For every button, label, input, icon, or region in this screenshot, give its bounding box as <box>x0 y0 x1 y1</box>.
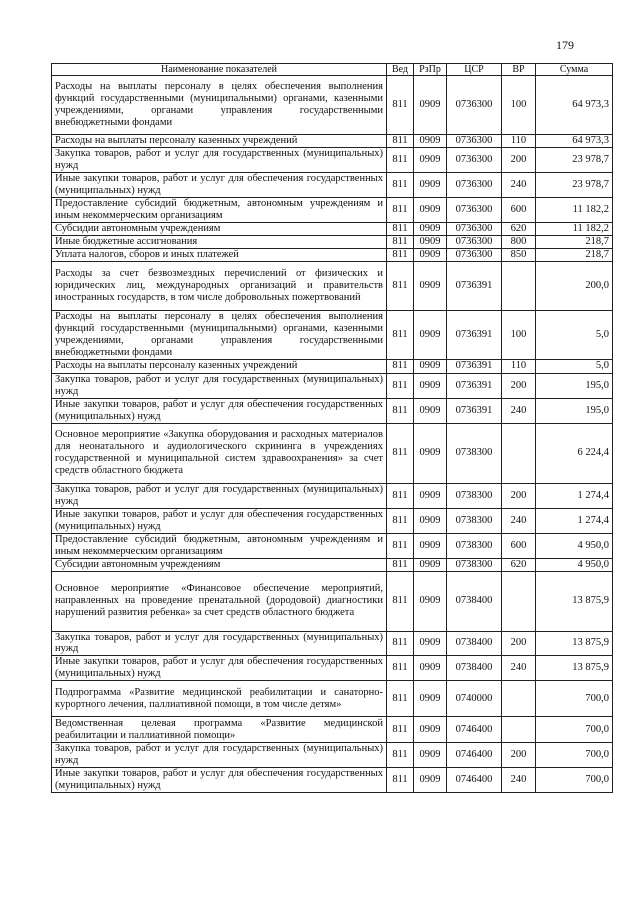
row-csr: 0736300 <box>447 235 502 248</box>
row-rzpr: 0909 <box>414 373 447 398</box>
row-vr <box>502 681 536 717</box>
table-row <box>52 717 613 743</box>
row-sum: 700,0 <box>536 717 613 743</box>
row-sum: 5,0 <box>536 310 613 359</box>
row-name: Основное мероприятие «Финансовое обеспечение мероприятий, направленных на проведение пренатальной (дородовой) диагностики нарушений развития ребенка» за счет средств областного бюджета <box>52 571 387 631</box>
row-name: Расходы на выплаты персоналу казенных учреждений <box>52 135 387 148</box>
page-number: 179 <box>556 38 574 52</box>
row-ved: 811 <box>387 222 414 235</box>
row-vr: 200 <box>502 743 536 768</box>
row-csr: 0736391 <box>447 310 502 359</box>
row-vr <box>502 261 536 310</box>
row-sum: 700,0 <box>536 768 613 793</box>
table-row <box>52 235 613 248</box>
row-csr: 0746400 <box>447 768 502 793</box>
row-sum: 13 875,9 <box>536 631 613 656</box>
table-row <box>52 656 613 681</box>
row-csr: 0736300 <box>447 148 502 173</box>
row-vr: 240 <box>502 398 536 423</box>
row-name: Иные закупки товаров, работ и услуг для обеспечения государственных (муниципальных) нужд <box>52 508 387 533</box>
row-rzpr: 0909 <box>414 423 447 483</box>
row-rzpr: 0909 <box>414 310 447 359</box>
row-ved: 811 <box>387 681 414 717</box>
table-row <box>52 359 613 373</box>
row-rzpr: 0909 <box>414 398 447 423</box>
row-ved: 811 <box>387 373 414 398</box>
header-rzpr: РзПр <box>414 64 447 76</box>
row-vr: 110 <box>502 135 536 148</box>
table-row <box>52 76 613 135</box>
row-csr: 0736300 <box>447 76 502 135</box>
row-ved: 811 <box>387 533 414 558</box>
row-vr <box>502 571 536 631</box>
row-ved: 811 <box>387 768 414 793</box>
header-csr: ЦСР <box>447 64 502 76</box>
table-row <box>52 768 613 793</box>
row-name: Иные закупки товаров, работ и услуг для обеспечения государственных (муниципальных) нужд <box>52 172 387 197</box>
table-row <box>52 172 613 197</box>
header-vr: ВР <box>502 64 536 76</box>
table-header-row <box>52 64 613 76</box>
row-name: Закупка товаров, работ и услуг для государственных (муниципальных) нужд <box>52 483 387 508</box>
row-name: Расходы на выплаты персоналу казенных учреждений <box>52 359 387 373</box>
row-vr: 240 <box>502 768 536 793</box>
row-vr: 620 <box>502 558 536 571</box>
table-row <box>52 508 613 533</box>
row-csr: 0738400 <box>447 571 502 631</box>
header-name: Наименование показателей <box>52 64 387 76</box>
row-vr: 200 <box>502 483 536 508</box>
row-ved: 811 <box>387 197 414 222</box>
row-vr: 620 <box>502 222 536 235</box>
row-sum: 5,0 <box>536 359 613 373</box>
table-row <box>52 248 613 261</box>
row-sum: 218,7 <box>536 235 613 248</box>
row-name: Основное мероприятие «Закупка оборудования и расходных материалов для неонатального и аудиологического скрининга в учреждениях государственной и муниципальной систем здравоохранения» за счет средств областного бюджета <box>52 423 387 483</box>
row-vr: 100 <box>502 310 536 359</box>
row-vr: 200 <box>502 148 536 173</box>
row-sum: 1 274,4 <box>536 483 613 508</box>
row-ved: 811 <box>387 248 414 261</box>
row-ved: 811 <box>387 135 414 148</box>
table-row <box>52 135 613 148</box>
row-name: Уплата налогов, сборов и иных платежей <box>52 248 387 261</box>
row-sum: 218,7 <box>536 248 613 261</box>
row-csr: 0738300 <box>447 423 502 483</box>
row-rzpr: 0909 <box>414 235 447 248</box>
row-csr: 0736391 <box>447 359 502 373</box>
row-rzpr: 0909 <box>414 631 447 656</box>
row-name: Иные закупки товаров, работ и услуг для обеспечения государственных (муниципальных) нужд <box>52 398 387 423</box>
row-name: Субсидии автономным учреждениям <box>52 222 387 235</box>
header-sum: Сумма <box>536 64 613 76</box>
row-name: Предоставление субсидий бюджетным, автономным учреждениям и иным некоммерческим организациям <box>52 533 387 558</box>
table-row <box>52 558 613 571</box>
row-name: Расходы на выплаты персоналу в целях обеспечения выполнения функций государственными (муниципальными) органами, казенными учреждениями, органами управления государственными внебюджетными фондами <box>52 76 387 135</box>
row-rzpr: 0909 <box>414 148 447 173</box>
row-sum: 1 274,4 <box>536 508 613 533</box>
row-sum: 13 875,9 <box>536 571 613 631</box>
row-rzpr: 0909 <box>414 76 447 135</box>
row-vr: 240 <box>502 656 536 681</box>
row-rzpr: 0909 <box>414 359 447 373</box>
row-name: Иные закупки товаров, работ и услуг для обеспечения государственных (муниципальных) нужд <box>52 656 387 681</box>
row-name: Закупка товаров, работ и услуг для государственных (муниципальных) нужд <box>52 373 387 398</box>
row-rzpr: 0909 <box>414 571 447 631</box>
row-sum: 195,0 <box>536 398 613 423</box>
table-row <box>52 631 613 656</box>
header-ved: Вед <box>387 64 414 76</box>
row-vr: 200 <box>502 631 536 656</box>
row-name: Иные бюджетные ассигнования <box>52 235 387 248</box>
row-ved: 811 <box>387 558 414 571</box>
table-row <box>52 533 613 558</box>
row-rzpr: 0909 <box>414 172 447 197</box>
row-ved: 811 <box>387 743 414 768</box>
row-rzpr: 0909 <box>414 533 447 558</box>
row-sum: 11 182,2 <box>536 197 613 222</box>
row-name: Расходы на выплаты персоналу в целях обеспечения выполнения функций государственными (муниципальными) органами, казенными учреждениями, органами управления государственными внебюджетными фондами <box>52 310 387 359</box>
row-csr: 0736300 <box>447 197 502 222</box>
row-rzpr: 0909 <box>414 656 447 681</box>
row-name: Иные закупки товаров, работ и услуг для обеспечения государственных (муниципальных) нужд <box>52 768 387 793</box>
row-sum: 700,0 <box>536 681 613 717</box>
row-sum: 11 182,2 <box>536 222 613 235</box>
row-csr: 0736391 <box>447 261 502 310</box>
row-vr: 100 <box>502 76 536 135</box>
row-sum: 23 978,7 <box>536 148 613 173</box>
row-ved: 811 <box>387 235 414 248</box>
row-csr: 0738400 <box>447 656 502 681</box>
row-csr: 0736300 <box>447 248 502 261</box>
table-row <box>52 197 613 222</box>
table-row <box>52 743 613 768</box>
table-row <box>52 148 613 173</box>
row-csr: 0736300 <box>447 222 502 235</box>
table-row <box>52 222 613 235</box>
row-vr: 600 <box>502 197 536 222</box>
row-rzpr: 0909 <box>414 483 447 508</box>
row-name: Ведомственная целевая программа «Развитие медицинской реабилитации и паллиативной помощи» <box>52 717 387 743</box>
row-ved: 811 <box>387 310 414 359</box>
row-sum: 13 875,9 <box>536 656 613 681</box>
row-vr: 200 <box>502 373 536 398</box>
row-ved: 811 <box>387 261 414 310</box>
row-csr: 0740000 <box>447 681 502 717</box>
row-vr: 240 <box>502 172 536 197</box>
row-vr: 110 <box>502 359 536 373</box>
row-sum: 23 978,7 <box>536 172 613 197</box>
row-ved: 811 <box>387 398 414 423</box>
row-rzpr: 0909 <box>414 222 447 235</box>
row-rzpr: 0909 <box>414 248 447 261</box>
row-csr: 0738300 <box>447 508 502 533</box>
row-vr: 850 <box>502 248 536 261</box>
row-ved: 811 <box>387 76 414 135</box>
row-name: Расходы за счет безвозмездных перечислений от физических и юридических лиц, международных организаций и правительств иностранных государств, в том числе добровольных пожертвований <box>52 261 387 310</box>
row-csr: 0746400 <box>447 743 502 768</box>
row-csr: 0736300 <box>447 135 502 148</box>
row-ved: 811 <box>387 656 414 681</box>
row-sum: 195,0 <box>536 373 613 398</box>
budget-table <box>51 63 613 793</box>
row-vr: 600 <box>502 533 536 558</box>
row-rzpr: 0909 <box>414 743 447 768</box>
row-name: Закупка товаров, работ и услуг для государственных (муниципальных) нужд <box>52 631 387 656</box>
row-ved: 811 <box>387 717 414 743</box>
row-rzpr: 0909 <box>414 508 447 533</box>
table-row <box>52 373 613 398</box>
row-name: Предоставление субсидий бюджетным, автономным учреждениям и иным некоммерческим организациям <box>52 197 387 222</box>
row-name: Подпрограмма «Развитие медицинской реабилитации и санаторно-курортного лечения, паллиативной помощи, в том числе детям» <box>52 681 387 717</box>
row-vr <box>502 717 536 743</box>
row-vr: 240 <box>502 508 536 533</box>
table-row <box>52 398 613 423</box>
row-ved: 811 <box>387 359 414 373</box>
row-ved: 811 <box>387 571 414 631</box>
row-vr: 800 <box>502 235 536 248</box>
row-csr: 0746400 <box>447 717 502 743</box>
row-sum: 4 950,0 <box>536 558 613 571</box>
table-row <box>52 310 613 359</box>
table-row <box>52 571 613 631</box>
row-rzpr: 0909 <box>414 135 447 148</box>
row-name: Субсидии автономным учреждениям <box>52 558 387 571</box>
row-sum: 6 224,4 <box>536 423 613 483</box>
row-csr: 0738300 <box>447 483 502 508</box>
row-csr: 0738300 <box>447 558 502 571</box>
row-sum: 200,0 <box>536 261 613 310</box>
table-row <box>52 483 613 508</box>
row-csr: 0736300 <box>447 172 502 197</box>
row-name: Закупка товаров, работ и услуг для государственных (муниципальных) нужд <box>52 148 387 173</box>
row-rzpr: 0909 <box>414 197 447 222</box>
row-csr: 0738300 <box>447 533 502 558</box>
table-row <box>52 261 613 310</box>
row-rzpr: 0909 <box>414 768 447 793</box>
row-ved: 811 <box>387 148 414 173</box>
row-csr: 0738400 <box>447 631 502 656</box>
row-rzpr: 0909 <box>414 261 447 310</box>
row-name: Закупка товаров, работ и услуг для государственных (муниципальных) нужд <box>52 743 387 768</box>
row-sum: 4 950,0 <box>536 533 613 558</box>
row-sum: 64 973,3 <box>536 76 613 135</box>
row-rzpr: 0909 <box>414 558 447 571</box>
table-row <box>52 681 613 717</box>
row-ved: 811 <box>387 172 414 197</box>
row-rzpr: 0909 <box>414 717 447 743</box>
table-body <box>52 76 613 793</box>
table-row <box>52 423 613 483</box>
row-ved: 811 <box>387 631 414 656</box>
row-csr: 0736391 <box>447 398 502 423</box>
row-ved: 811 <box>387 483 414 508</box>
row-sum: 64 973,3 <box>536 135 613 148</box>
row-csr: 0736391 <box>447 373 502 398</box>
row-ved: 811 <box>387 423 414 483</box>
row-rzpr: 0909 <box>414 681 447 717</box>
row-vr <box>502 423 536 483</box>
row-ved: 811 <box>387 508 414 533</box>
row-sum: 700,0 <box>536 743 613 768</box>
